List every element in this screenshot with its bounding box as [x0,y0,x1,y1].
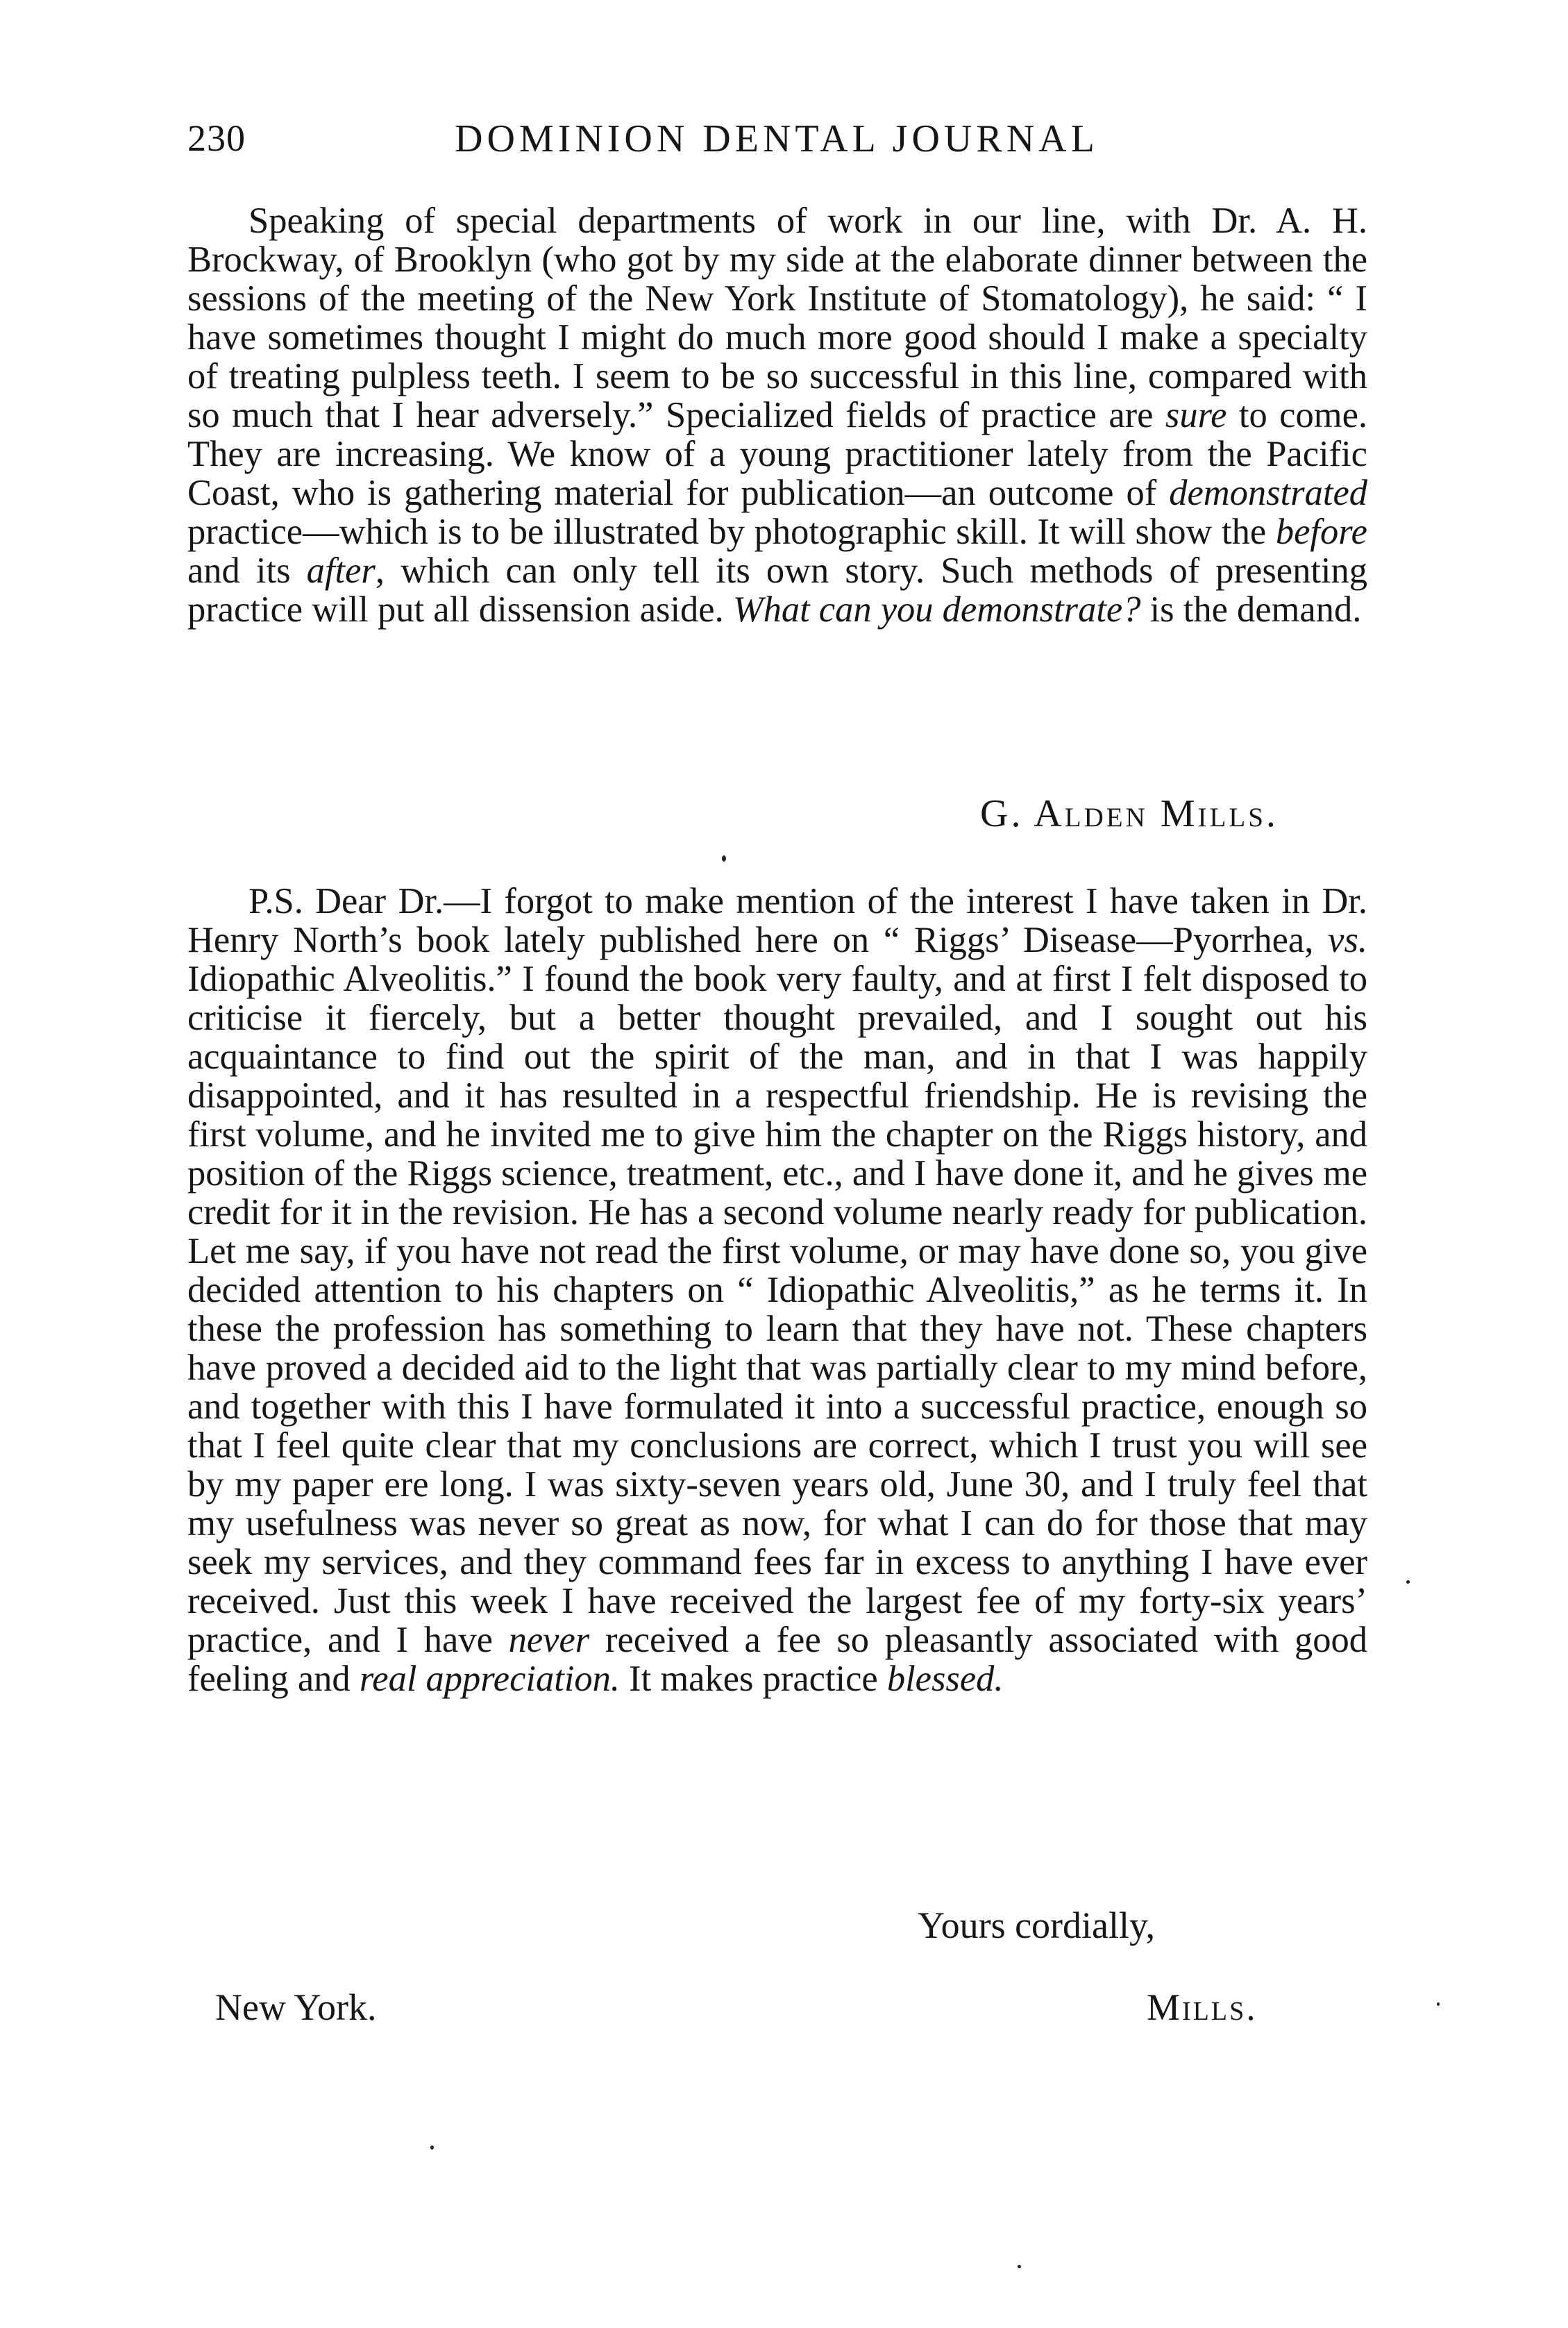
italic-text: What can you demonstrate? [732,589,1141,630]
print-speck [722,855,726,862]
letter-signature: G. Alden Mills. [980,792,1279,835]
italic-text: demonstrated [1169,473,1367,513]
text-run: and its [187,551,307,591]
text-run: , which can only tell its own story. Such methods of presenting practice will put all dissension aside. [187,551,1367,630]
text-run: received a fee so pleasantly associated with good feeling and [187,1620,1367,1699]
postscript-paragraph [187,882,1367,1698]
italic-text: vs. [1328,920,1367,960]
italic-text: blessed. [886,1659,1004,1699]
print-speck [1018,2265,1021,2268]
place-line: New York. [215,1986,377,2028]
letter-paragraph [187,201,1367,629]
text-run: practice—which is to be illustrated by photographic skill. It will show the [187,512,1276,552]
postscript-signature: Mills. [1147,1986,1258,2028]
print-speck [430,2145,434,2150]
text-run: Idiopathic Alveolitis.” I found the book very faulty, and at first I felt disposed to criticise it fiercely, but a better thought prevailed, and I sought out his acquaintance to find out the spirit of the man, and in that I was happily disappointed, and it has resulted in a respectful friendship. He is revising the first volume, and he invited me to give him the chapter on the Riggs history, and position of the Riggs science, treatment, etc., and I have done it, and he gives me credit for it in the revision. He has a second volume nearly ready for publication. Let me say, if you have not read the first volume, or may have done so, you give decided attention to his chapters on “ Idiopathic Alveolitis,” as he terms it. In these the profession has something to learn that they have not. These chapters have proved a decided aid to the light that was partially clear to my mind before, and together with this I have formulated it into a successful practice, enough so that I feel quite clear that my conclusions are correct, which I trust you will see by my paper ere long. I was sixty-seven years old, June 30, and I truly feel that my usefulness was never so great as now, for what I can do for those that may seek my services, and they command fees far in excess to anything I have ever received. Just this week I have received the largest fee of my forty-six years’ practice, and I have [187,959,1367,1660]
text-run: is the demand. [1140,589,1362,630]
print-speck [1437,2002,1440,2006]
text-run: Speaking of special departments of work in our line, with Dr. A. H. Brockway, of Brooklyn (who got by my side at the elaborate dinner between the sessions of the meeting of the New York Institute of Stomatology), he said: “ I have sometimes thought I might do much more good should I make a specialty of treating pulpless teeth. I seem to be so successful in this line, compared with so much that I hear adversely.” Specialized fields of practice are [187,201,1367,435]
text-run: It makes practice [620,1659,887,1699]
italic-text: sure [1165,395,1227,435]
text-run: to come. They are increasing. We know of a young practitioner lately from the Pacific Coast, who is gathering material for publication—an outcome of [187,395,1367,513]
italic-text: after [306,551,376,591]
italic-text: real appreciation. [359,1659,621,1699]
closing-salutation: Yours cordially, [918,1904,1156,1946]
text-run: P.S. Dear Dr.—I forgot to make mention of the interest I have taken in Dr. Henry North’s book lately published here on “ Riggs’ Disease—Pyorrhea, [187,881,1367,960]
italic-text: never [508,1620,590,1660]
letter-body [187,201,1367,629]
running-head: DOMINION DENTAL JOURNAL [455,117,1099,160]
italic-text: before [1275,512,1367,552]
page-number: 230 [187,117,246,159]
print-speck [1406,1580,1410,1584]
page-header [187,117,1367,172]
postscript-body [187,882,1367,1698]
